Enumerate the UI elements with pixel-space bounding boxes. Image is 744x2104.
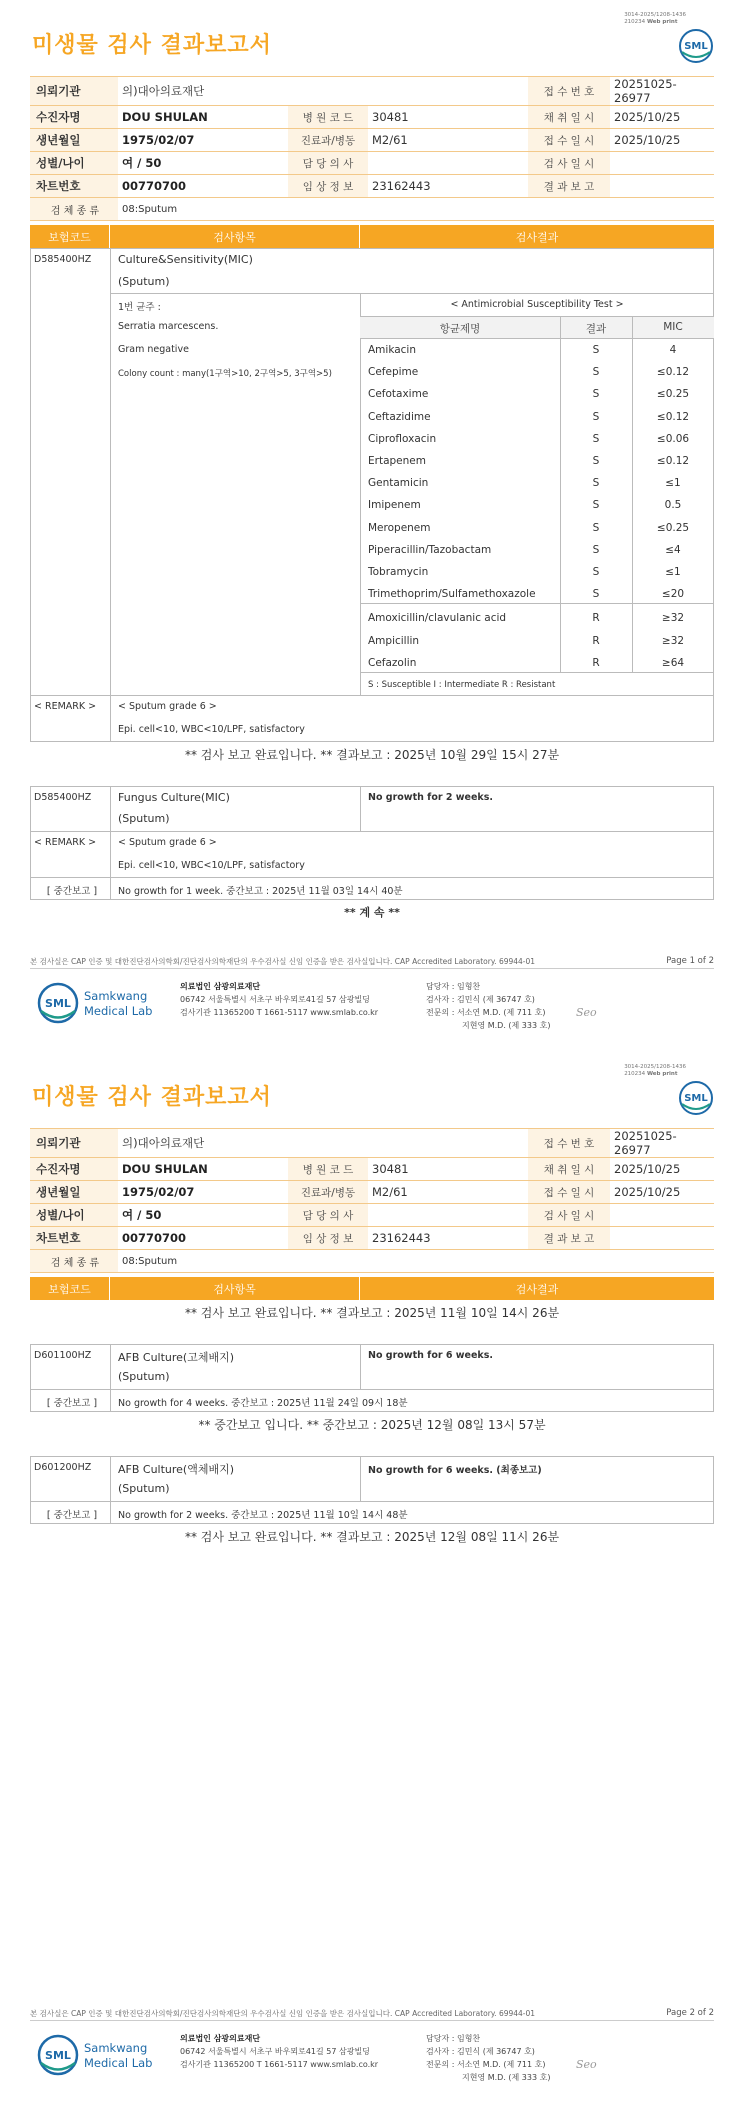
page2-status-top: ** 검사 보고 완료입니다. ** 결과보고 : 2025년 11월 10일 14시 26분 — [184, 1306, 560, 1320]
ast-drug: Gentamicin — [368, 477, 429, 490]
test4-interim-label: [ 중간보고 ] — [46, 1510, 98, 1521]
signatories: 담당자 : 임형찬 검사자 : 김민식 (제 36747 호) 전문의 : 서소연 M.D. (제 711 호) 지현영 M.D. (제 333 호) — [426, 982, 551, 1030]
ast-drug: Trimethoprim/Sulfamethoxazole — [368, 588, 536, 601]
hospital-code-label: 병 원 코 드 — [288, 106, 368, 129]
hospital-code-value: 30481 — [368, 106, 528, 129]
collect-date-label: 채 취 일 시 — [528, 1158, 610, 1181]
ast-head-result: 결과 — [585, 323, 607, 335]
dob-label: 생년월일 — [30, 129, 118, 152]
ast-drug: Ertapenem — [368, 455, 426, 467]
test-date-label: 검 사 일 시 — [528, 152, 610, 175]
chart-label: 차트번호 — [30, 175, 118, 198]
ast-drug: Meropenem — [368, 521, 431, 534]
test2-name: Fungus Culture(MIC) — [118, 791, 230, 804]
clinical-value: 23162443 — [368, 175, 528, 198]
col-result: 검사결과 — [515, 1282, 559, 1296]
ast-mic: ≤4 — [665, 543, 681, 556]
doctor-label: 담 당 의 사 — [288, 1204, 368, 1227]
dob-value: 1975/02/07 — [118, 129, 288, 152]
ast-mic: ≤0.25 — [656, 388, 690, 401]
test3-result: No growth for 6 weeks. — [368, 1350, 493, 1361]
footer-accreditation-2: 본 검사실은 CAP 인증 및 대한진단검사의학회/진단검사의학재단의 우수검사실 신임 인증을 받은 검사실입니다. CAP Accredited Laboratory. 69944-01 — [30, 2009, 536, 2018]
report-date-value — [610, 1227, 714, 1250]
col-result: 검사결과 — [515, 230, 559, 244]
ast-mic: 0.5 — [664, 499, 682, 512]
svg-text:SML: SML — [45, 997, 71, 1010]
ast-drug: Ceftazidime — [368, 410, 431, 423]
chart-label: 차트번호 — [30, 1227, 118, 1250]
ast-mic: ≤20 — [661, 588, 685, 601]
ast-drug: Cefepime — [368, 366, 419, 379]
test-date-value — [610, 1204, 714, 1227]
test2-specimen: (Sputum) — [118, 812, 170, 825]
ast-title: < Antimicrobial Susceptibility Test > — [450, 299, 624, 310]
dept-label: 진료과/병동 — [288, 129, 368, 152]
ast-legend: S : Susceptible I : Intermediate R : Resistant — [368, 680, 556, 690]
ast-head-drug: 항균제명 — [439, 323, 481, 335]
ast-result: S — [592, 344, 600, 356]
doctor-value — [368, 1204, 528, 1227]
clinical-label: 임 상 정 보 — [288, 175, 368, 198]
institution-label: 의뢰기관 — [30, 1129, 118, 1158]
ast-result: S — [592, 521, 600, 534]
hospital-code-value: 30481 — [368, 1158, 528, 1181]
footer-page-no: Page 1 of 2 — [666, 956, 714, 966]
ast-row — [360, 630, 714, 653]
col-code: 보험코드 — [30, 225, 110, 248]
ast-drug: Ciprofloxacin — [368, 432, 437, 445]
test3-status: ** 중간보고 입니다. ** 중간보고 : 2025년 12월 08일 13시 57분 — [198, 1418, 546, 1432]
dob-value: 1975/02/07 — [118, 1181, 288, 1204]
dept-value: M2/61 — [368, 129, 528, 152]
column-header-bar-2 — [30, 1277, 714, 1300]
collect-date-value: 2025/10/25 — [610, 106, 714, 129]
test4-code: D601200HZ — [34, 1462, 92, 1473]
svg-text:Samkwang: Samkwang — [84, 989, 148, 1003]
ast-result: S — [592, 477, 600, 490]
svg-text:SML: SML — [45, 2049, 71, 2062]
ast-mic: ≤0.25 — [656, 521, 690, 534]
test4-name: AFB Culture(액체배지) — [118, 1463, 235, 1476]
institution-label: 의뢰기관 — [30, 77, 118, 106]
ast-row — [360, 561, 714, 584]
ast-mic: 4 — [669, 344, 677, 356]
ast-mic: ≤0.12 — [656, 366, 690, 379]
test1-name: Culture&Sensitivity(MIC) — [118, 253, 253, 266]
ast-mic: ≤0.06 — [656, 432, 690, 445]
ast-row — [360, 539, 714, 562]
sex-age-label: 성별/나이 — [30, 1204, 118, 1227]
column-header-bar — [30, 225, 714, 248]
footer-page-no-2: Page 2 of 2 — [666, 2008, 714, 2018]
test1-remark-detail: Epi. cell<10, WBC<10/LPF, satisfactory — [118, 724, 305, 735]
institution-value: 의)대아의료재단 — [118, 77, 528, 106]
dob-label: 생년월일 — [30, 1181, 118, 1204]
print-meta: 3014-2025/1208-1436 210234 Web print — [624, 12, 686, 25]
col-code: 보험코드 — [30, 1277, 110, 1300]
ast-row — [360, 406, 714, 429]
receive-date-label: 접 수 일 시 — [528, 129, 610, 152]
ast-mic: ≤1 — [665, 566, 681, 578]
report-title-2: 미생물 검사 결과보고서 — [32, 1085, 272, 1110]
collect-date-value: 2025/10/25 — [610, 1158, 714, 1181]
footer-accreditation: 본 검사실은 CAP 인증 및 대한진단검사의학회/진단검사의학재단의 우수검사실 신임 인증을 받은 검사실입니다. CAP Accredited Laboratory. 69944-01 — [30, 957, 536, 966]
test1-remark-grade: < Sputum grade 6 > — [118, 701, 217, 712]
ast-result: S — [592, 588, 600, 601]
ast-mic: ≤1 — [665, 477, 681, 490]
ast-head-mic: MIC — [663, 321, 683, 333]
test2-remark-detail: Epi. cell<10, WBC<10/LPF, satisfactory — [118, 860, 305, 871]
ast-row — [360, 339, 714, 362]
receive-date-value: 2025/10/25 — [610, 1181, 714, 1204]
ast-result: S — [592, 455, 600, 467]
receive-date-label: 접 수 일 시 — [528, 1181, 610, 1204]
test3-code: D601100HZ — [34, 1350, 92, 1361]
ast-mic: ≥32 — [661, 634, 685, 647]
organism-name: Serratia marcescens. — [118, 321, 219, 332]
hospital-code-label: 병 원 코 드 — [288, 1158, 368, 1181]
patient-info-table-2 — [30, 1128, 714, 1273]
ast-mic: ≥32 — [661, 612, 685, 625]
continued-note: ** 계 속 ** — [344, 906, 400, 919]
sex-age-value: 여 / 50 — [118, 1204, 288, 1227]
ast-row — [360, 652, 714, 675]
ast-row — [360, 494, 714, 517]
svg-text:SML: SML — [684, 41, 708, 52]
test3-specimen: (Sputum) — [118, 1370, 170, 1383]
dept-label: 진료과/병동 — [288, 1181, 368, 1204]
ast-drug: Piperacillin/Tazobactam — [368, 543, 492, 556]
signature-2: Seo — [576, 2058, 597, 2071]
name-value: DOU SHULAN — [118, 106, 288, 129]
lab-info: 의료법인 삼광의료재단 06742 서울특별시 서초구 바우뫼로41길 57 삼광빌딩 검사기관 11365200 T 1661-5117 www.smlab.co.kr — [180, 982, 379, 1017]
gram-stain: Gram negative — [118, 344, 189, 355]
sex-age-label: 성별/나이 — [30, 152, 118, 175]
collect-date-label: 채 취 일 시 — [528, 106, 610, 129]
specimen-value: 08:Sputum — [118, 1250, 714, 1273]
ast-mic: ≤0.12 — [656, 455, 690, 467]
test2-result: No growth for 2 weeks. — [368, 792, 493, 803]
report-date-value — [610, 175, 714, 198]
organism-no: 1번 균주 : — [118, 302, 161, 313]
sml-logo-icon — [678, 28, 714, 64]
name-value: DOU SHULAN — [118, 1158, 288, 1181]
ast-row — [360, 361, 714, 384]
report-label: 결 과 보 고 — [528, 1227, 610, 1250]
samkwang-logo-icon — [36, 2030, 156, 2080]
institution-value: 의)대아의료재단 — [118, 1129, 528, 1158]
test1-status: ** 검사 보고 완료입니다. ** 결과보고 : 2025년 10월 29일 15시 27분 — [184, 748, 560, 762]
ast-row — [360, 472, 714, 495]
ast-row — [360, 583, 714, 606]
colony-count: Colony count : many(1구역>10, 2구역>5, 3구역>5) — [118, 369, 332, 379]
samkwang-logo-icon — [36, 978, 156, 1028]
sex-age-value: 여 / 50 — [118, 152, 288, 175]
ast-result: S — [592, 566, 600, 578]
clinical-value: 23162443 — [368, 1227, 528, 1250]
dept-value: M2/61 — [368, 1181, 528, 1204]
test4-specimen: (Sputum) — [118, 1482, 170, 1495]
ast-drug: Cefotaxime — [368, 388, 429, 401]
receipt-no-value: 20251025-26977 — [610, 77, 714, 106]
test3-name: AFB Culture(고체배지) — [118, 1351, 235, 1364]
ast-mic: ≤0.12 — [656, 410, 690, 423]
report-label: 결 과 보 고 — [528, 175, 610, 198]
test2-remark-grade: < Sputum grade 6 > — [118, 837, 217, 848]
signature: Seo — [576, 1006, 597, 1019]
test2-code: D585400HZ — [34, 792, 92, 803]
ast-row — [360, 428, 714, 451]
ast-drug: Cefazolin — [368, 656, 417, 669]
receipt-no-label: 접 수 번 호 — [528, 77, 610, 106]
receive-date-value: 2025/10/25 — [610, 129, 714, 152]
test1-code: D585400HZ — [34, 254, 92, 265]
name-label: 수진자명 — [30, 1158, 118, 1181]
ast-result: S — [592, 366, 600, 379]
patient-info-table — [30, 76, 714, 221]
chart-no-value: 00770700 — [118, 1227, 288, 1250]
receipt-no-label: 접 수 번 호 — [528, 1129, 610, 1158]
test1-remark-label: < REMARK > — [34, 701, 97, 712]
col-item: 검사항목 — [110, 1277, 360, 1300]
test4-interim: No growth for 2 weeks. 중간보고 : 2025년 11월 10일 14시 48분 — [118, 1510, 408, 1521]
ast-drug: Amoxicillin/clavulanic acid — [368, 612, 507, 625]
print-meta-2: 3014-2025/1208-1436 210234 Web print — [624, 1064, 686, 1077]
test1-specimen: (Sputum) — [118, 275, 170, 288]
specimen-label: 검 체 종 류 — [30, 1250, 118, 1273]
ast-mic: ≥64 — [661, 656, 685, 669]
svg-text:Medical Lab: Medical Lab — [84, 2056, 153, 2070]
ast-drug: Imipenem — [368, 499, 421, 512]
sml-logo-icon — [678, 1080, 714, 1116]
clinical-label: 임 상 정 보 — [288, 1227, 368, 1250]
test2-interim-label: [ 중간보고 ] — [46, 886, 98, 897]
ast-row — [360, 450, 714, 473]
ast-result: R — [592, 656, 600, 669]
test4-status: ** 검사 보고 완료입니다. ** 결과보고 : 2025년 12월 08일 11시 26분 — [184, 1530, 560, 1544]
ast-drug: Tobramycin — [368, 566, 429, 578]
lab-info-2: 의료법인 삼광의료재단 06742 서울특별시 서초구 바우뫼로41길 57 삼광빌딩 검사기관 11365200 T 1661-5117 www.smlab.co.kr — [180, 2034, 379, 2069]
test-date-label: 검 사 일 시 — [528, 1204, 610, 1227]
ast-result: R — [592, 612, 600, 625]
receipt-no-value: 20251025-26977 — [610, 1129, 714, 1158]
name-label: 수진자명 — [30, 106, 118, 129]
ast-row — [360, 607, 714, 630]
ast-result: S — [592, 410, 600, 423]
ast-drug: Ampicillin — [368, 634, 420, 647]
ast-result: S — [592, 543, 600, 556]
svg-text:Samkwang: Samkwang — [84, 2041, 148, 2055]
ast-result: R — [592, 634, 600, 647]
ast-row — [360, 383, 714, 406]
doctor-label: 담 당 의 사 — [288, 152, 368, 175]
test3-interim: No growth for 4 weeks. 중간보고 : 2025년 11월 24일 09시 18분 — [118, 1398, 408, 1409]
ast-header — [360, 317, 714, 338]
ast-result: S — [592, 499, 600, 512]
chart-no-value: 00770700 — [118, 175, 288, 198]
test-date-value — [610, 152, 714, 175]
doctor-value — [368, 152, 528, 175]
test2-interim: No growth for 1 week. 중간보고 : 2025년 11월 03일 14시 40분 — [118, 886, 403, 897]
specimen-label: 검 체 종 류 — [30, 198, 118, 221]
svg-text:Medical Lab: Medical Lab — [84, 1004, 153, 1018]
ast-result: S — [592, 432, 600, 445]
svg-text:SML: SML — [684, 1093, 708, 1104]
report-title: 미생물 검사 결과보고서 — [32, 33, 272, 58]
signatories-2: 담당자 : 임형찬 검사자 : 김민식 (제 36747 호) 전문의 : 서소연 M.D. (제 711 호) 지현영 M.D. (제 333 호) — [426, 2034, 551, 2082]
specimen-value: 08:Sputum — [118, 198, 714, 221]
report-page-2 — [0, 1052, 744, 2104]
ast-result: S — [592, 388, 600, 401]
ast-row — [360, 517, 714, 540]
test4-result: No growth for 6 weeks. (최종보고) — [368, 1465, 542, 1476]
test2-remark-label: < REMARK > — [34, 837, 97, 848]
col-item: 검사항목 — [110, 225, 360, 248]
test3-interim-label: [ 중간보고 ] — [46, 1398, 98, 1409]
ast-drug: Amikacin — [368, 344, 417, 356]
